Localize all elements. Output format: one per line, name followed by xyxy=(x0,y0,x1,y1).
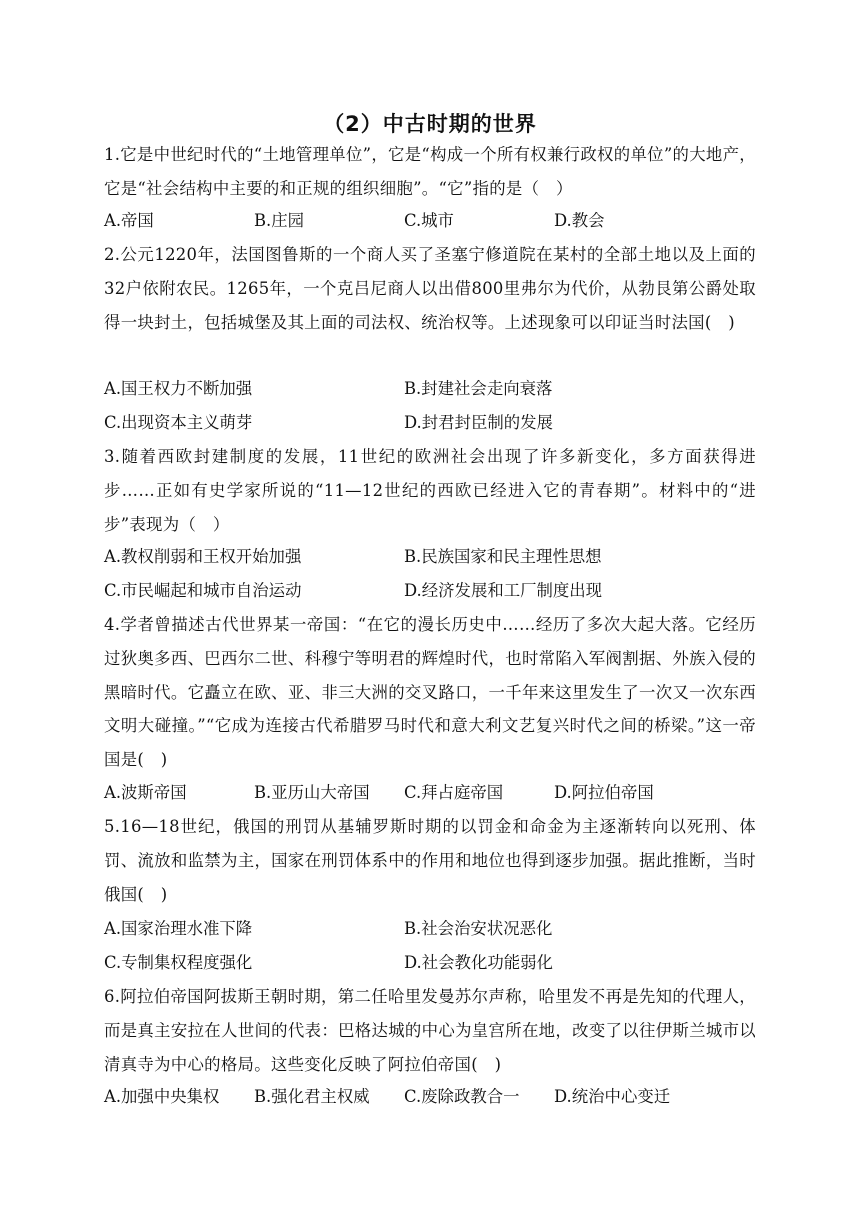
question-2-options-row2 xyxy=(104,406,756,440)
question-6-option-a: A.加强中央集权 xyxy=(104,1087,220,1106)
question-5-option-c: C.专制集权程度强化 xyxy=(104,953,253,972)
question-3-option-b: B.民族国家和民主理性思想 xyxy=(404,547,602,566)
question-6-option-c: C.废除政教合一 xyxy=(404,1087,520,1106)
question-1-option-c: C.城市 xyxy=(404,211,454,230)
question-3-options-row2 xyxy=(104,574,756,608)
question-4-stem: 4.学者曾描述古代世界某一帝国：“在它的漫长历史中……经历了多次大起大落。它经历过狄奥多西、巴西尔二世、科穆宁等明君的辉煌时代，也时常陷入军阀割据、外族入侵的黑暗时代。它矗立在欧、亚、非三大洲的交叉路口，一千年来这里发生了一次又一次东西文明大碰撞。”“它成为连接古代希腊罗马时代和意大利文艺复兴时代之间的桥梁。”这一帝国是( ) xyxy=(104,615,756,770)
question-2-options-row1 xyxy=(104,372,756,406)
question-3-option-a: A.教权削弱和王权开始加强 xyxy=(104,547,302,566)
question-4-option-d: D.阿拉伯帝国 xyxy=(554,783,654,802)
question-1-option-d: D.教会 xyxy=(554,211,605,230)
question-2-option-a: A.国王权力不断加强 xyxy=(104,379,253,398)
question-2-stem: 2.公元1220年，法国图鲁斯的一个商人买了圣塞宁修道院在某村的全部土地以及上面的32户依附农民。1265年，一个克吕尼商人以出借800里弗尔为代价，从勃艮第公爵处取得一块封土，包括城堡及其上面的司法权、统治权等。上述现象可以印证当时法国( ) xyxy=(104,245,756,332)
page-title: （2）中古时期的世界 xyxy=(323,112,537,136)
question-2-option-c: C.出现资本主义萌芽 xyxy=(104,413,253,432)
question-3-stem: 3.随着西欧封建制度的发展，11世纪的欧洲社会出现了许多新变化，多方面获得进步……正如有史学家所说的“11—12世纪的西欧已经进入它的青春期”。材料中的“进步”表现为（ ） xyxy=(104,447,756,534)
question-4-option-c: C.拜占庭帝国 xyxy=(404,783,504,802)
question-5-option-a: A.国家治理水准下降 xyxy=(104,919,253,938)
question-5-option-b: B.社会治安状况恶化 xyxy=(404,919,553,938)
question-1-option-a: A.帝国 xyxy=(104,211,154,230)
question-3-option-c: C.市民崛起和城市自治运动 xyxy=(104,581,302,600)
question-5-stem: 5.16—18世纪，俄国的刑罚从基辅罗斯时期的以罚金和命金为主逐渐转向以死刑、体罚、流放和监禁为主，国家在刑罚体系中的作用和地位也得到逐步加强。据此推断，当时俄国( ) xyxy=(104,817,756,904)
question-6-stem: 6.阿拉伯帝国阿拔斯王朝时期，第二任哈里发曼苏尔声称，哈里发不再是先知的代理人，而是真主安拉在人世间的代表：巴格达城的中心为皇宫所在地，改变了以往伊斯兰城市以清真寺为中心的格局。这些变化反映了阿拉伯帝国( ) xyxy=(104,987,756,1074)
question-1-options xyxy=(104,204,756,238)
question-2-option-b: B.封建社会走向衰落 xyxy=(404,379,553,398)
question-6-option-d: D.统治中心变迁 xyxy=(554,1087,671,1106)
question-5-options-row1 xyxy=(104,912,756,946)
question-4-options xyxy=(104,776,756,810)
question-6-options xyxy=(104,1080,756,1114)
question-4-option-a: A.波斯帝国 xyxy=(104,783,187,802)
question-6-option-b: B.强化君主权威 xyxy=(254,1087,370,1106)
question-2-option-d: D.封君封臣制的发展 xyxy=(404,413,553,432)
question-1-stem: 1.它是中世纪时代的“土地管理单位”，它是“构成一个所有权兼行政权的单位”的大地产，它是“社会结构中主要的和正规的组织细胞”。“它”指的是（ ） xyxy=(104,145,756,198)
question-5-options-row2 xyxy=(104,946,756,980)
question-3-options-row1 xyxy=(104,540,756,574)
question-3-option-d: D.经济发展和工厂制度出现 xyxy=(404,581,603,600)
question-4-option-b: B.亚历山大帝国 xyxy=(254,783,370,802)
question-1-option-b: B.庄园 xyxy=(254,211,305,230)
question-5-option-d: D.社会教化功能弱化 xyxy=(404,953,553,972)
